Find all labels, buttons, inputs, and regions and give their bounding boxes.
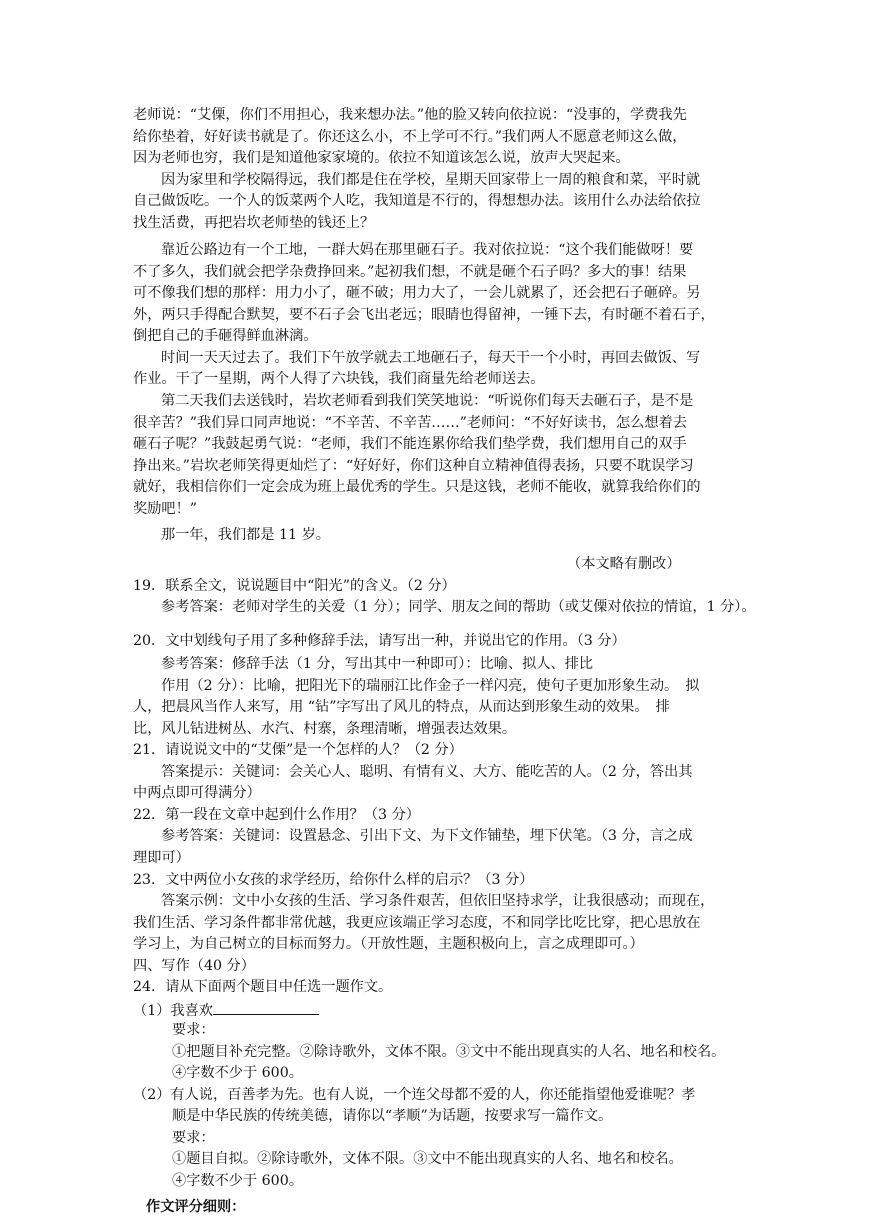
answer-20-line: 人，把晨风当作人来写，用 “钻”字写出了风儿的特点，从而达到形象生动的效果。 排 [133,699,670,715]
story-line: 靠近公路边有一个工地，一群大妈在那里砸石子。我对依拉说：“这个我们能做呀！要 [161,242,694,258]
question-23: 23．文中两位小女孩的求学经历，给你什么样的启示？（3 分） [133,872,534,888]
answer-23-line: 答案示例：文中小女孩的生活、学习条件艰苦，但依旧坚持求学，让我很感动；而现在， [161,893,715,909]
requirements-label: 要求： [172,1022,215,1038]
option-2-text: （2）有人说，百善孝为先。也有人说，一个连父母都不爱的人，你还能指望他爱谁呢？孝 [133,1087,696,1103]
answer-22-line: 理即可） [133,850,190,866]
answer-22-line: 参考答案：关键词：设置悬念、引出下文、为下文作铺垫，埋下伏笔。（3 分，言之成 [161,828,693,844]
story-line: 可不像我们想的那样：用力小了，砸不破；用力大了，一会儿就累了，还会把石子砸碎。另 [133,285,701,301]
source-note: （本文略有删改） [567,556,681,572]
question-21: 21．请说说文中的“艾傈”是一个怎样的人？（2 分） [133,742,463,758]
story-line: 那一年，我们都是 11 岁。 [161,527,330,543]
question-20: 20．文中划线句子用了多种修辞手法，请写出一种，并说出它的作用。（3 分） [133,633,626,649]
story-line: 因为家里和学校隔得远，我们都是住在学校，星期天回家带上一周的粮食和菜，平时就 [161,172,701,188]
story-line: 自己做饭吃。一个人的饭菜两个人吃，我知道是不行的，得想想办法。该用什么办法给依拉 [133,193,701,209]
story-line: 倒把自己的手砸得鲜血淋漓。 [133,328,318,344]
requirement-line: ①把题目补充完整。②除诗歌外，文体不限。③文中不能出现真实的人名、地名和校名。 [172,1044,726,1060]
story-line: 时间一天天过去了。我们下午放学就去工地砸石子，每天干一个小时，再回去做饭、写 [161,350,701,366]
answer-21-line: 中两点即可得满分） [133,785,261,801]
section-heading: 四、写作（40 分） [133,958,255,974]
question-24: 24．请从下面两个题目中任选一题作文。 [133,979,393,995]
answer-20-line: 参考答案：修辞手法（1 分，写出其中一种即可）：比喻、拟人、排比 [161,656,594,672]
story-line: 外，两只手得配合默契，要不石子会飞出老远；眼睛也得留神，一锤下去，有时砸不着石子， [133,307,715,323]
story-line: 老师说：“艾傈，你们不用担心，我来想办法。”他的脸又转向依拉说：“没事的，学费我先 [133,107,687,123]
story-line: 就好，我相信你们一定会成为班上最优秀的学生。只是这钱，老师不能收，就算我给你们的 [133,479,701,495]
story-line: 很辛苦？”我们异口同声地说：“不辛苦、不辛苦……”老师问：“不好好读书，怎么想着去 [133,415,687,431]
requirements-label: 要求： [172,1130,215,1146]
question-19: 19．联系全文，说说题目中“阳光”的含义。（2 分） [133,578,456,594]
story-line: 找生活费，再把岩坎老师垫的钱还上？ [133,215,375,231]
answer-20-line: 作用（2 分）：比喻，把阳光下的瑞丽江比作金子一样闪亮，使句子更加形象生动。 拟 [161,678,700,694]
story-line: 砸石子呢？”我鼓起勇气说：“老师，我们不能连累你给我们垫学费，我们想用自己的双手 [133,436,687,452]
answer-23-line: 我们生活、学习条件都非常优越，我更应该端正学习态度，不和同学比吃比穿，把心思放在 [133,915,701,931]
rubric-heading: 作文评分细则： [146,1199,246,1215]
story-line: 第二天我们去送钱时，岩坎老师看到我们笑笑地说：“听说你们每天去砸石子，是不是 [161,393,694,409]
answer-20-line: 比，风儿钻进树丛、水汽、村寨，条理清晰，增强表达效果。 [133,721,517,737]
requirement-line: ①题目自拟。②除诗歌外，文体不限。③文中不能出现真实的人名、地名和校名。 [172,1151,683,1167]
story-line: 不了多久，我们就会把学杂费挣回来。”起初我们想，不就是砸个石子吗？多大的事！结果 [133,264,687,280]
answer-21-line: 答案提示：关键词：会关心人、聪明、有情有义、大方、能吃苦的人。（2 分，答出其 [161,764,693,780]
fill-in-blank [213,999,319,1015]
option-1-title [133,999,319,1023]
requirement-line: ④字数不少于 600。 [172,1173,303,1189]
story-line: 给你垫着，好好读书就是了。你还这么小，不上学可不行。”我们两人不愿意老师这么做， [133,129,687,145]
option-2-text: 顺是中华民族的传统美德，请你以“孝顺”为话题，按要求写一篇作文。 [172,1108,613,1124]
story-line: 奖励吧！” [133,501,198,517]
story-line: 作业。干了一星期，两个人得了六块钱，我们商量先给老师送去。 [133,371,545,387]
option-1-title-text: （1）我喜欢 [133,1003,213,1019]
answer-23-line: 学习上，为自己树立的目标而努力。（开放性题，主题积极向上，言之成理即可。） [133,936,644,952]
answer-19: 参考答案：老师对学生的关爱（1 分）；同学、朋友之间的帮助（或艾傈对依拉的情谊，1 分）。 [161,599,756,615]
question-22: 22．第一段在文章中起到什么作用？（3 分） [133,807,420,823]
story-line: 挣出来。”岩坎老师笑得更灿烂了：“好好好，你们这种自立精神值得表扬，只要不耽误学习 [133,458,694,474]
requirement-line: ④字数不少于 600。 [172,1065,303,1081]
story-line: 因为老师也穷，我们是知道他家家境的。依拉不知道该怎么说，放声大哭起来。 [133,150,630,166]
